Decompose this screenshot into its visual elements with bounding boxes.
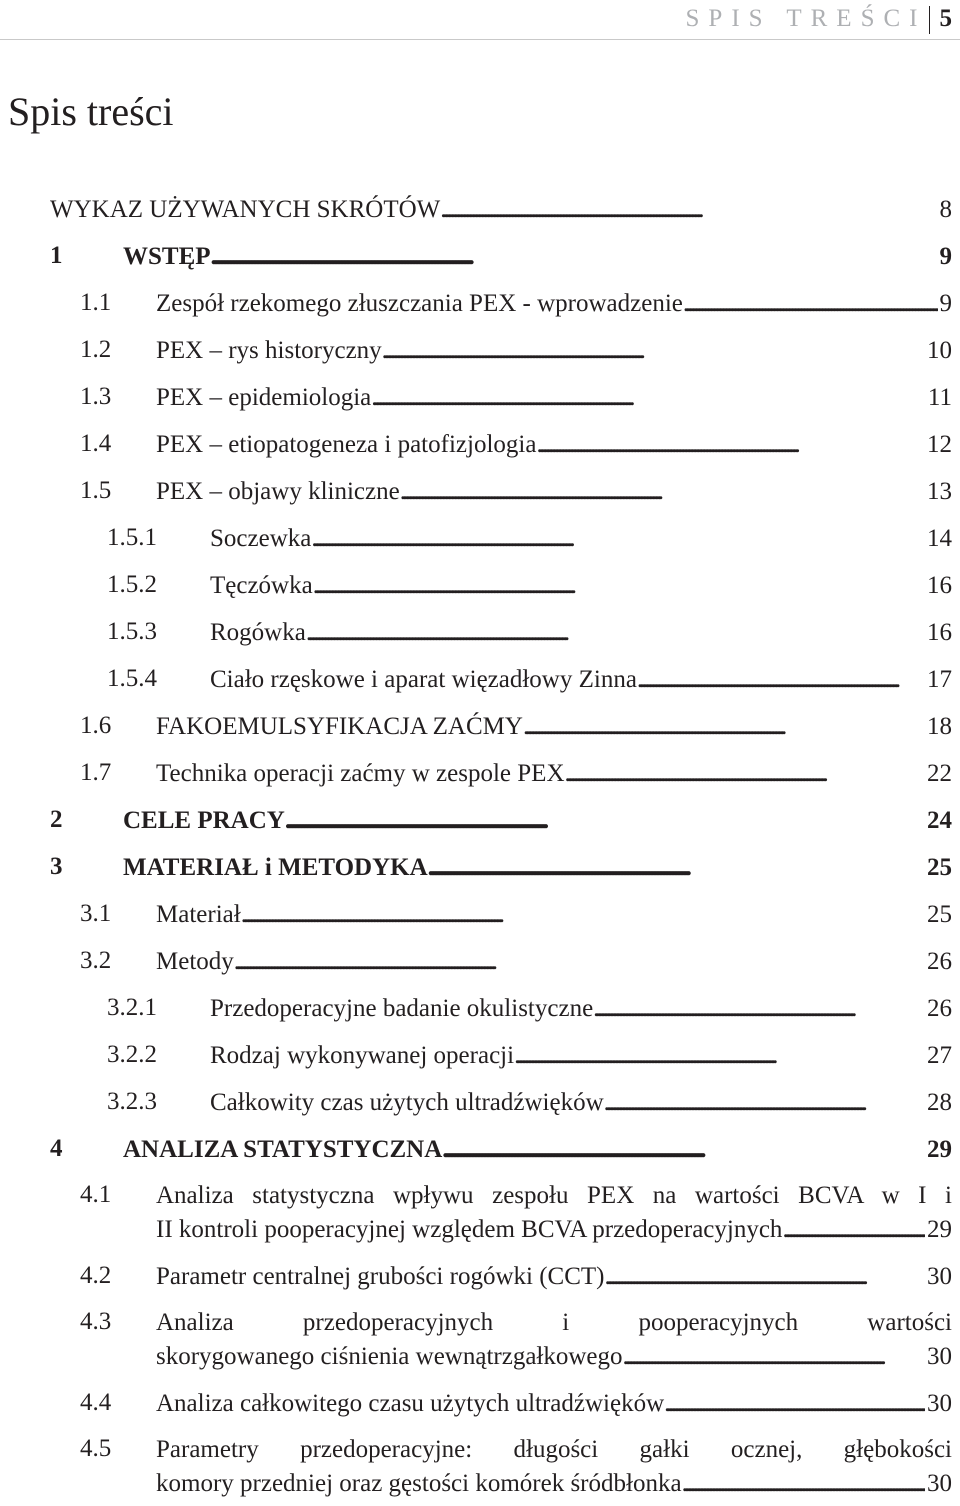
toc-entry-title: II kontroli pooperacyjnej względem BCVA przedoperacyjnych [156,1216,783,1243]
toc-entry-line [156,1215,952,1245]
dot-leader [400,477,925,507]
toc-entry-title-first-line: Analiza przedoperacyjnych i pooperacyjnych wartości [156,1309,952,1336]
toc-entry-title: Rodzaj wykonywanej operacji [210,1042,515,1069]
toc-entry-number: 4.4 [80,1389,112,1416]
toc-entry-title: FAKOEMULSYFIKACJA ZAĆMY [156,713,523,740]
toc-entry-number: 1.1 [80,289,112,316]
toc-entry-title: skorygowanego ciśnienia wewnątrzgałkowego [156,1343,623,1370]
toc-entry-line [210,524,952,554]
toc-entry-page: 24 [927,807,952,834]
dot-leader [442,1135,925,1165]
toc-entry-line [210,1041,952,1071]
toc-entry-page: 25 [927,901,952,928]
toc-entry-number: 3.2.3 [107,1088,157,1115]
toc-entry-title: PEX – rys historyczny [156,337,382,364]
toc-entry-number: 3.2 [80,947,112,974]
toc-entry-title-first-line: Parametry przedoperacyjne: długości gałki ocznej, głębokości [156,1436,952,1463]
toc-entry-title-first-line: Analiza statystyczna wpływu zespołu PEX na wartości BCVA w I i [156,1182,952,1209]
dot-leader [604,1088,925,1118]
toc-entry-title: Parametr centralnej grubości rogówki (CCT) [156,1263,605,1290]
toc-entry-title: PEX – epidemiologia [156,384,372,411]
toc-entry-page: 26 [927,948,952,975]
dot-leader [682,1469,925,1499]
toc-entry-line [123,242,952,272]
toc-entry-page: 30 [927,1263,952,1290]
toc-entry-line [210,1088,952,1118]
toc-entry-page: 22 [927,760,952,787]
toc-entry-number: 1 [50,242,63,269]
toc-entry-title: CELE PRACY [123,807,285,834]
toc-entry-line [123,853,952,883]
toc-entry-page: 17 [927,666,952,693]
toc-entry-title: Całkowity czas użytych ultradźwięków [210,1089,604,1116]
toc-entry-line [156,1342,952,1372]
toc-entry-number: 4.1 [80,1181,112,1208]
toc-entry-page: 10 [927,337,952,364]
toc-entry-line [156,383,952,413]
toc-entry-line [123,806,952,836]
toc-entry-page: 27 [927,1042,952,1069]
dot-leader [313,571,925,601]
dot-leader [285,806,925,836]
toc-entry-number: 3 [50,853,63,880]
dot-leader [565,759,926,789]
toc-entry-page: 30 [927,1390,952,1417]
toc-entry-page: 29 [927,1136,952,1163]
toc-entry-number: 4.2 [80,1262,112,1289]
toc-entry-number: 4.3 [80,1308,112,1335]
toc-entry-page: 28 [927,1089,952,1116]
toc-entry-page: 12 [927,431,952,458]
dot-leader [623,1342,925,1372]
toc-entry-title: MATERIAŁ i METODYKA [123,854,428,881]
toc-entry-title: Tęczówka [210,572,313,599]
toc-entry-line [156,712,952,742]
toc-entry-line [156,1469,952,1499]
toc-entry-number: 3.2.1 [107,994,157,1021]
toc-entry-number: 1.7 [80,759,112,786]
toc-entry-title: Materiał [156,901,241,928]
toc-entry-number: 4.5 [80,1435,112,1462]
toc-entry-page: 11 [927,384,952,411]
toc-entry-number: 1.5.2 [107,571,157,598]
toc-entry-number: 1.5.4 [107,665,157,692]
dot-leader [593,994,925,1024]
toc-entry-number: 2 [50,806,63,833]
dot-leader [241,900,925,930]
toc-entry-title: Metody [156,948,234,975]
toc-entry-line [156,477,952,507]
toc-entry-number: 1.6 [80,712,112,739]
toc-entry-page: 25 [927,854,952,881]
running-header-label: SPIS TREŚCI [685,5,927,32]
dot-leader [440,195,937,225]
toc-entry-page: 9 [939,290,952,317]
dot-leader [664,1389,925,1419]
header-rule [0,39,960,40]
toc-entry-line [210,618,952,648]
dot-leader [234,947,925,977]
dot-leader [514,1041,925,1071]
toc-entry-line [156,1262,952,1292]
toc-entry-line [156,900,952,930]
toc-entry-page: 9 [939,243,952,270]
toc-entry-title: PEX – objawy kliniczne [156,478,400,505]
toc-entry-title: WYKAZ UŻYWANYCH SKRÓTÓW [50,196,441,223]
toc-entry-line [210,665,952,695]
toc-entry-line [210,994,952,1024]
toc-entry-page: 16 [927,619,952,646]
dot-leader [782,1215,925,1245]
toc-entry-number: 4 [50,1135,63,1162]
toc-entry-line [156,289,952,319]
toc-entry-number: 1.5.3 [107,618,157,645]
running-header-page-number: 5 [939,5,952,32]
toc-entry-title: Zespół rzekomego złuszczania PEX - wprowadzenie [156,290,683,317]
dot-leader [211,242,938,272]
toc-entry-page: 30 [927,1470,952,1497]
toc-entry-title: komory przedniej oraz gęstości komórek śródbłonka [156,1470,682,1497]
toc-entry-page: 8 [939,196,952,223]
dot-leader [683,289,938,319]
dot-leader [523,712,925,742]
toc-entry-page: 30 [927,1343,952,1370]
toc-entry-title: Rogówka [210,619,306,646]
running-header-separator [929,6,930,34]
toc-entry-page: 18 [927,713,952,740]
toc-entry-line [156,947,952,977]
running-header [686,4,952,34]
dot-leader [428,853,925,883]
toc-entry-number: 3.1 [80,900,112,927]
dot-leader [637,665,925,695]
toc-entry-line [210,571,952,601]
toc-entry-number: 1.3 [80,383,112,410]
toc-entry-page: 26 [927,995,952,1022]
dot-leader [371,383,926,413]
toc-entry-title: Analiza całkowitego czasu użytych ultradźwięków [156,1390,665,1417]
toc-entry-line [123,1135,952,1165]
toc-entry-title: WSTĘP [123,243,211,270]
toc-entry-title: ANALIZA STATYSTYCZNA [123,1136,443,1163]
page-title: Spis treści [8,89,174,134]
toc-entry-page: 16 [927,572,952,599]
toc-entry-title: PEX – etiopatogeneza i patofizjologia [156,431,537,458]
toc-entry-line [156,430,952,460]
toc-entry-number: 1.2 [80,336,112,363]
dot-leader [382,336,925,366]
toc-entry-page: 29 [927,1216,952,1243]
toc-entry-title: Soczewka [210,525,312,552]
toc-entry-number: 1.4 [80,430,112,457]
toc-entry-number: 1.5 [80,477,112,504]
toc-entry-title: Ciało rzęskowe i aparat więzadłowy Zinna [210,666,637,693]
toc-entry-number: 1.5.1 [107,524,157,551]
dot-leader [536,430,925,460]
toc-entry-title: Technika operacji zaćmy w zespole PEX [156,760,565,787]
toc-entry-line [156,1389,952,1419]
toc-entry-page: 14 [927,525,952,552]
toc-entry-line [50,195,952,225]
toc-entry-line [156,759,952,789]
dot-leader [604,1262,925,1292]
toc-entry-number: 3.2.2 [107,1041,157,1068]
toc-entry-page: 13 [927,478,952,505]
toc-entry-line [156,336,952,366]
toc-entry-title: Przedoperacyjne badanie okulistyczne [210,995,594,1022]
dot-leader [306,618,925,648]
dot-leader [311,524,925,554]
